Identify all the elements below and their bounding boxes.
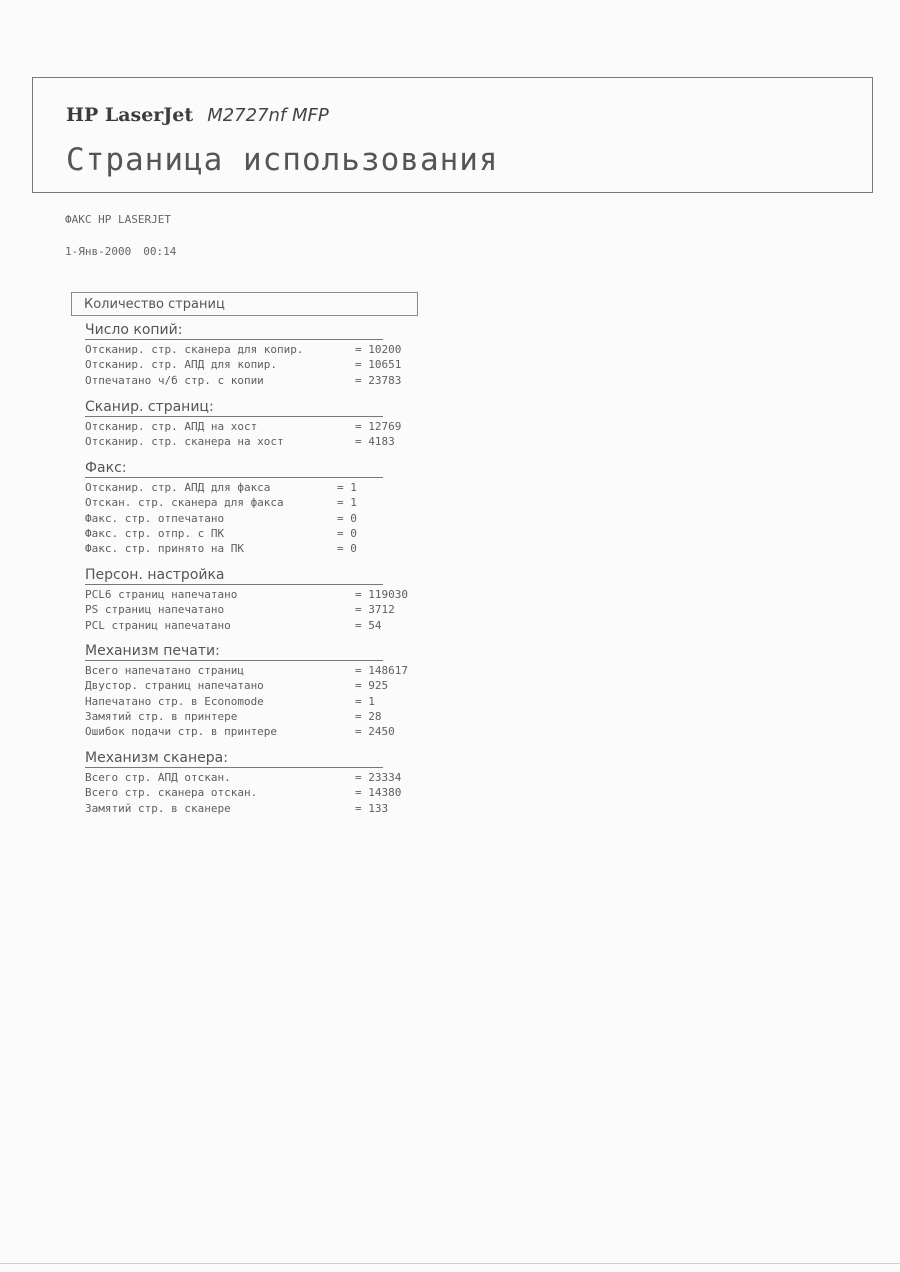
table-row: [85, 785, 415, 800]
table-row: [85, 357, 415, 372]
row-label: Отскан. стр. сканера для факса: [85, 496, 284, 510]
group-title: Механизм сканера:: [85, 751, 383, 768]
row-label: Замятий стр. в принтере: [85, 709, 238, 723]
row-label: Напечатано стр. в Economode: [85, 694, 264, 708]
row-value: = 2450: [355, 725, 395, 739]
table-row: [85, 480, 415, 495]
row-value: = 1: [355, 694, 375, 708]
timestamp: [65, 245, 176, 258]
group-title: Сканир. страниц:: [85, 400, 383, 417]
table-row: [85, 678, 415, 693]
row-value: = 12769: [355, 420, 402, 433]
device-name: ФАКС HP LASERJET: [65, 213, 171, 226]
table-row: [85, 511, 415, 526]
table-row: [85, 373, 415, 388]
table-row: [85, 342, 415, 357]
table-row: [85, 602, 415, 617]
group-title: Факс:: [85, 461, 383, 478]
table-row: [85, 541, 415, 556]
page-title: Страница использования: [66, 142, 499, 178]
row-value: = 0: [337, 526, 357, 540]
row-value: = 14380: [355, 786, 402, 800]
row-label: Всего стр. сканера отскан.: [85, 786, 258, 800]
row-value: = 1: [337, 481, 357, 494]
group-scan-engine: [85, 751, 415, 816]
table-row: [85, 709, 415, 724]
row-value: = 28: [355, 709, 382, 723]
row-label: Всего напечатано страниц: [85, 664, 244, 677]
group-title: Число копий:: [85, 323, 383, 340]
page-edge-divider: [0, 1263, 900, 1264]
report-time: 00:14: [143, 245, 177, 258]
row-value: = 23783: [355, 373, 402, 387]
group-personality: [85, 568, 415, 633]
group-title: Персон. настройка: [85, 568, 383, 585]
brand-name: [66, 104, 329, 126]
table-row: [85, 618, 415, 633]
row-value: = 10651: [355, 358, 402, 372]
group-title: Механизм печати:: [85, 644, 383, 661]
section-title: Количество страниц: [71, 292, 418, 316]
table-row: [85, 419, 415, 434]
row-value: = 23334: [355, 771, 402, 784]
row-label: PCL страниц напечатано: [85, 618, 231, 632]
row-value: = 54: [355, 618, 382, 632]
table-row: [85, 770, 415, 785]
report-header-box: [32, 77, 873, 193]
group-scanned: [85, 400, 415, 450]
row-label: PS страниц напечатано: [85, 603, 225, 617]
row-label: Отсканир. стр. сканера для копир.: [85, 343, 304, 356]
report-date: 1-Янв-2000: [65, 245, 132, 258]
row-label: Отсканир. стр. сканера на хост: [85, 435, 284, 449]
row-value: = 925: [355, 679, 389, 693]
row-label: Факс. стр. принято на ПК: [85, 542, 244, 556]
row-label: Отсканир. стр. АПД для факса: [85, 481, 271, 494]
row-value: = 119030: [355, 588, 408, 601]
table-row: [85, 694, 415, 709]
brand-text: HP LaserJet: [66, 104, 194, 126]
row-label: Двустор. страниц напечатано: [85, 679, 264, 693]
table-row: [85, 724, 415, 739]
model-name: M2727nf MFP: [207, 105, 329, 126]
table-row: [85, 434, 415, 449]
row-label: Отсканир. стр. АПД для копир.: [85, 358, 278, 372]
row-value: = 3712: [355, 603, 395, 617]
row-value: = 148617: [355, 664, 408, 677]
row-label: PCL6 страниц напечатано: [85, 588, 238, 601]
table-row: [85, 495, 415, 510]
group-print-engine: [85, 644, 415, 739]
row-label: Факс. стр. отпр. с ПК: [85, 526, 225, 540]
table-row: [85, 587, 415, 602]
row-value: = 0: [337, 511, 357, 525]
row-label: Отпечатано ч/б стр. с копии: [85, 373, 264, 387]
group-fax: [85, 461, 415, 556]
table-row: [85, 801, 415, 816]
table-row: [85, 526, 415, 541]
row-label: Отсканир. стр. АПД на хост: [85, 420, 258, 433]
row-value: = 1: [337, 496, 357, 510]
row-value: = 10200: [355, 343, 402, 356]
row-value: = 4183: [355, 435, 395, 449]
row-label: Всего стр. АПД отскан.: [85, 771, 231, 784]
row-value: = 0: [337, 542, 357, 556]
table-row: [85, 663, 415, 678]
row-label: Ошибок подачи стр. в принтере: [85, 725, 278, 739]
group-copies: [85, 323, 415, 388]
row-value: = 133: [355, 801, 389, 815]
row-label: Замятий стр. в сканере: [85, 801, 231, 815]
row-label: Факс. стр. отпечатано: [85, 511, 225, 525]
